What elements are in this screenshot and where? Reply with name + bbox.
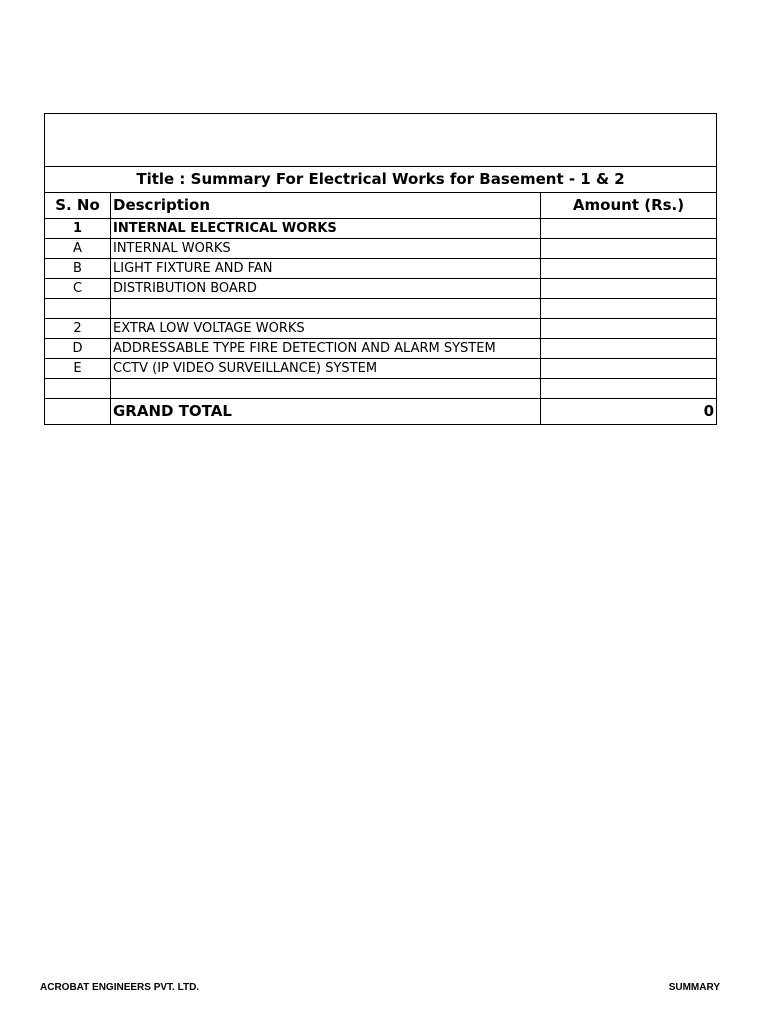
table-row	[45, 319, 717, 339]
table-row	[45, 299, 717, 319]
row-description[interactable]	[111, 379, 541, 399]
row-amount[interactable]	[541, 379, 717, 399]
col-header-description[interactable]: Description	[111, 193, 541, 219]
row-description[interactable]: INTERNAL ELECTRICAL WORKS	[111, 219, 541, 239]
table-row	[45, 219, 717, 239]
table-row	[45, 239, 717, 259]
row-sno[interactable]: E	[45, 359, 111, 379]
row-sno[interactable]	[45, 379, 111, 399]
row-sno[interactable]	[45, 299, 111, 319]
table-row	[45, 339, 717, 359]
row-sno[interactable]: A	[45, 239, 111, 259]
row-amount[interactable]	[541, 359, 717, 379]
table-row	[45, 379, 717, 399]
grand-total-sno[interactable]	[45, 399, 111, 425]
row-description[interactable]: ADDRESSABLE TYPE FIRE DETECTION AND ALARM SYSTEM	[111, 339, 541, 359]
row-sno[interactable]: 1	[45, 219, 111, 239]
column-header-row	[45, 193, 717, 219]
col-header-sno[interactable]: S. No	[45, 193, 111, 219]
title-row	[45, 167, 717, 193]
row-description[interactable]	[111, 299, 541, 319]
sheet-title[interactable]: Title : Summary For Electrical Works for Basement - 1 & 2	[45, 167, 717, 193]
grand-total-label[interactable]: GRAND TOTAL	[111, 399, 541, 425]
footer-company: ACROBAT ENGINEERS PVT. LTD.	[40, 982, 200, 993]
row-sno[interactable]: C	[45, 279, 111, 299]
footer-sheet-name: SUMMARY	[668, 982, 720, 993]
row-description[interactable]: INTERNAL WORKS	[111, 239, 541, 259]
row-amount[interactable]	[541, 299, 717, 319]
grand-total-value[interactable]: 0	[541, 399, 717, 425]
row-description[interactable]: DISTRIBUTION BOARD	[111, 279, 541, 299]
row-amount[interactable]	[541, 319, 717, 339]
table-row	[45, 259, 717, 279]
row-sno[interactable]: 2	[45, 319, 111, 339]
table-row	[45, 359, 717, 379]
row-description[interactable]: EXTRA LOW VOLTAGE WORKS	[111, 319, 541, 339]
row-description[interactable]: LIGHT FIXTURE AND FAN	[111, 259, 541, 279]
row-sno[interactable]: D	[45, 339, 111, 359]
grand-total-row	[45, 399, 717, 425]
header-blank-cell[interactable]	[45, 114, 717, 167]
row-amount[interactable]	[541, 239, 717, 259]
row-description[interactable]: CCTV (IP VIDEO SURVEILLANCE) SYSTEM	[111, 359, 541, 379]
row-amount[interactable]	[541, 279, 717, 299]
row-amount[interactable]	[541, 219, 717, 239]
row-sno[interactable]: B	[45, 259, 111, 279]
col-header-amount[interactable]: Amount (Rs.)	[541, 193, 717, 219]
header-blank-row	[45, 114, 717, 167]
summary-table	[44, 113, 717, 425]
row-amount[interactable]	[541, 339, 717, 359]
row-amount[interactable]	[541, 259, 717, 279]
table-row	[45, 279, 717, 299]
